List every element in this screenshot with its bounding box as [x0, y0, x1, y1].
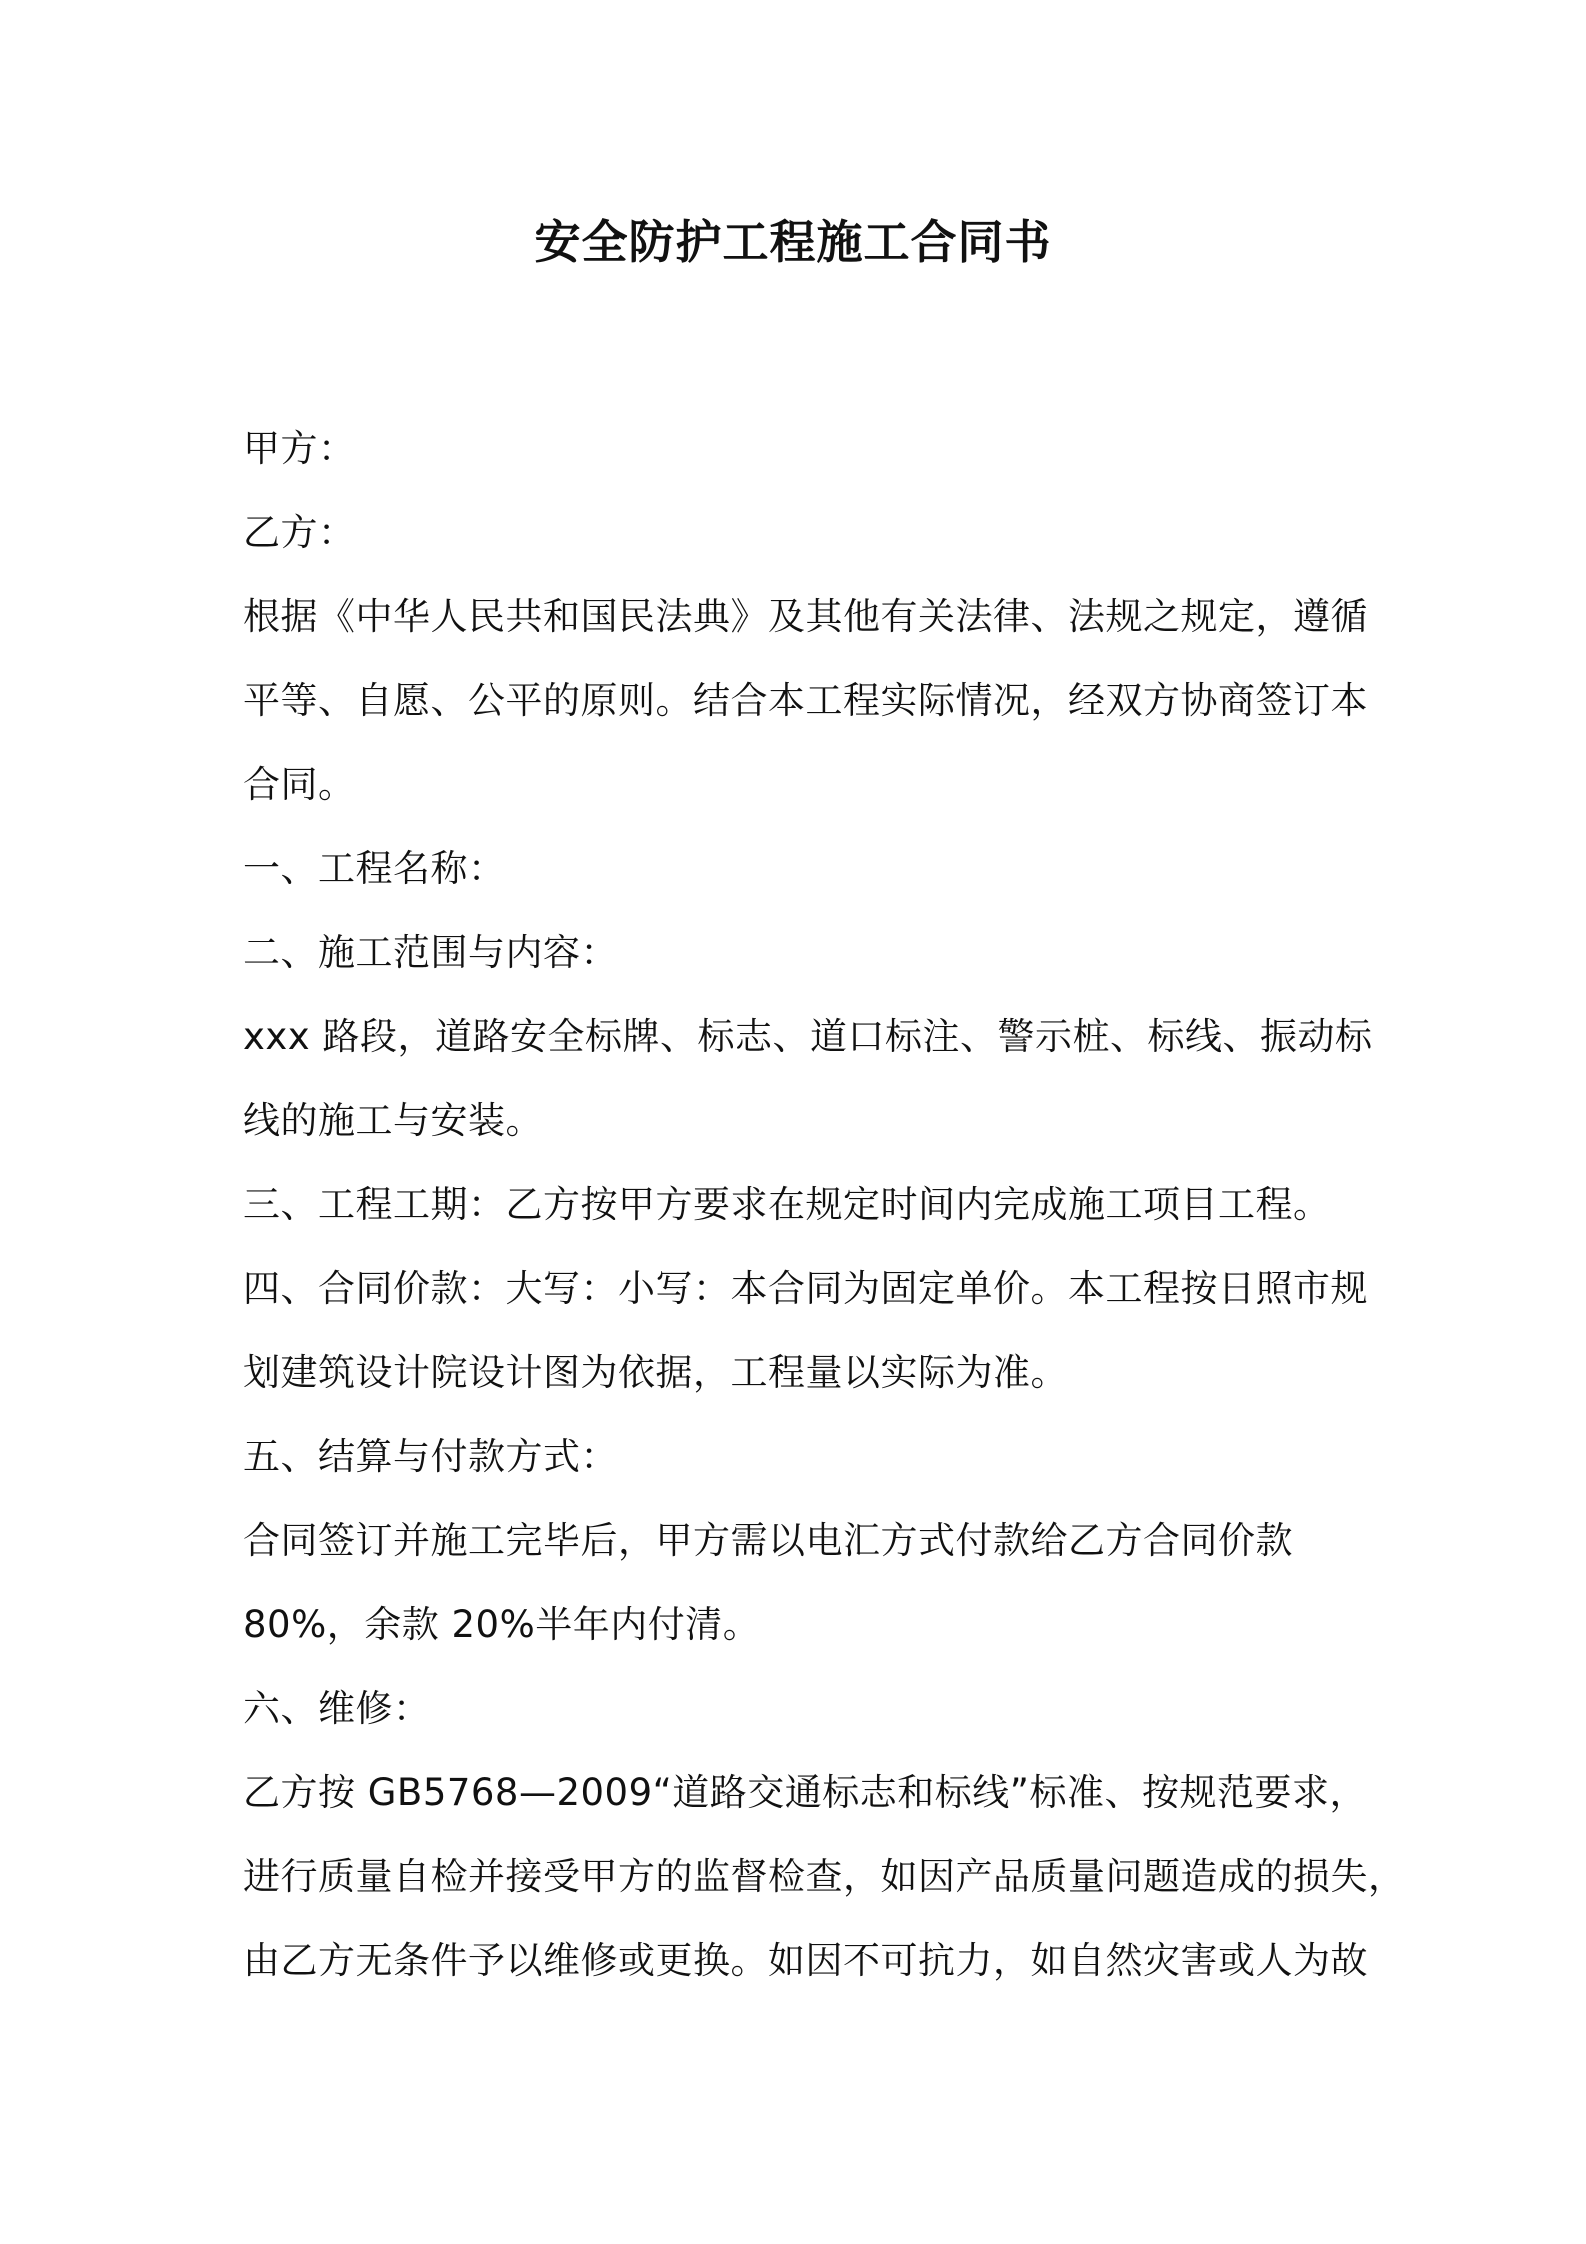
section-heading: 五、结算与付款方式： — [243, 1435, 618, 1478]
paragraph-line: 乙方按 GB5768—2009“道路交通标志和标线”标准、按规范要求， — [243, 1771, 1367, 1814]
preamble-line: 合同。 — [243, 763, 356, 806]
section-heading: 二、施工范围与内容： — [243, 931, 618, 974]
party-a-line: 甲方： — [243, 427, 356, 470]
preamble-line: 平等、自愿、公平的原则。结合本工程实际情况，经双方协商签订本 — [243, 679, 1368, 722]
party-b-line: 乙方： — [243, 511, 356, 554]
paragraph-line: 由乙方无条件予以维修或更换。如因不可抗力，如自然灾害或人为故 — [243, 1939, 1368, 1982]
preamble-line: 根据《中华人民共和国民法典》及其他有关法律、法规之规定，遵循 — [243, 595, 1368, 638]
paragraph-line: 进行质量自检并接受甲方的监督检查，如因产品质量问题造成的损失， — [243, 1855, 1406, 1898]
paragraph-line: 划建筑设计院设计图为依据，工程量以实际为准。 — [243, 1351, 1068, 1394]
section-heading: 六、维修： — [243, 1687, 431, 1730]
paragraph-line: 80%，余款 20%半年内付清。 — [243, 1603, 761, 1646]
paragraph-line: 合同签订并施工完毕后，甲方需以电汇方式付款给乙方合同价款 — [243, 1519, 1293, 1562]
section-heading: 一、工程名称： — [243, 847, 506, 890]
section-heading: 三、工程工期：乙方按甲方要求在规定时间内完成施工项目工程。 — [243, 1183, 1331, 1226]
paragraph-line: xxx 路段，道路安全标牌、标志、道口标注、警示桩、标线、振动标 — [243, 1015, 1373, 1058]
section-heading: 四、合同价款：大写：小写：本合同为固定单价。本工程按日照市规 — [243, 1267, 1368, 1310]
paragraph-line: 线的施工与安装。 — [243, 1099, 543, 1142]
document-body — [243, 407, 1406, 2003]
document-title: 安全防护工程施工合同书 — [534, 215, 1052, 269]
